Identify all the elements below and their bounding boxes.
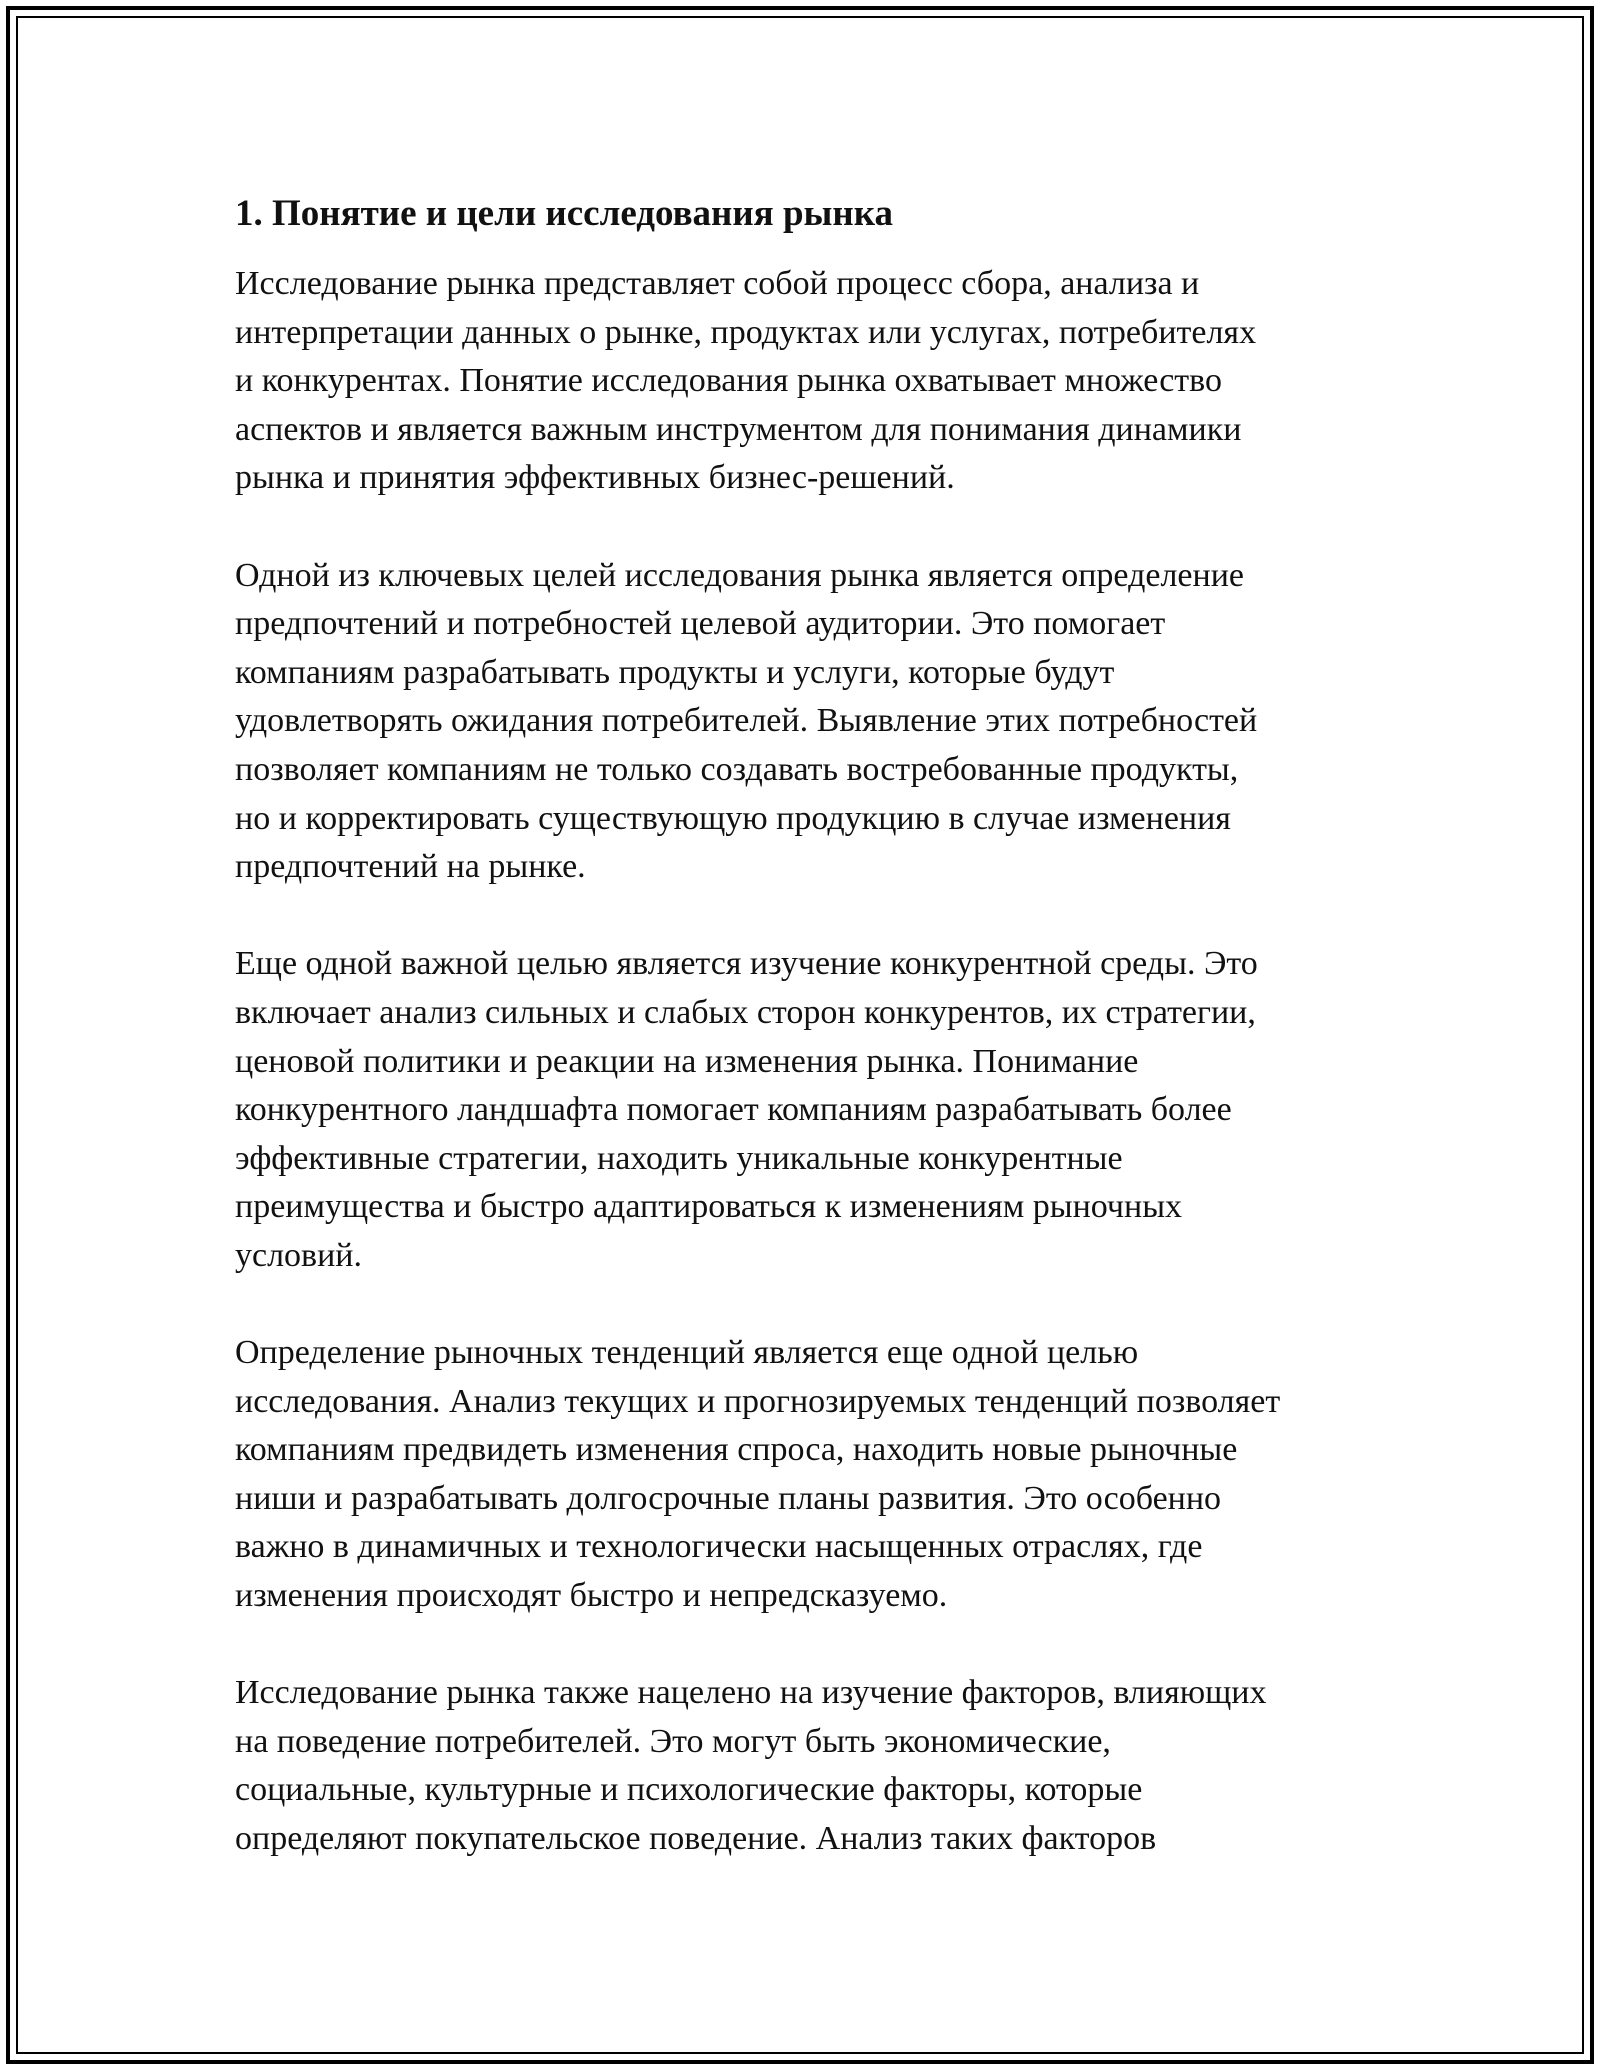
paragraph-line: на поведение потребителей. Это могут быть экономические,	[235, 1722, 1111, 1760]
paragraph-line: предпочтений на рынке.	[235, 848, 586, 886]
paragraph-line: Исследование рынка также нацелено на изучение факторов, влияющих	[235, 1674, 1267, 1712]
paragraph-line: включает анализ сильных и слабых сторон конкурентов, их стратегии,	[235, 993, 1256, 1031]
paragraph-line: ценовой политики и реакции на изменения рынка. Понимание	[235, 1042, 1139, 1080]
section-heading: 1. Понятие и цели исследования рынка	[235, 193, 893, 234]
paragraph-line: компаниям разрабатывать продукты и услуги, которые будут	[235, 653, 1115, 691]
paragraph-line: Еще одной важной целью является изучение конкурентной среды. Это	[235, 945, 1258, 983]
paragraph-line: преимущества и быстро адаптироваться к изменениям рыночных	[235, 1188, 1183, 1226]
paragraph-4	[235, 1329, 1375, 1621]
paragraph-line: конкурентного ландшафта помогает компаниям разрабатывать более	[235, 1091, 1232, 1129]
paragraph-5	[235, 1669, 1375, 1863]
paragraph-line: изменения происходят быстро и непредсказуемо.	[235, 1577, 948, 1615]
paragraph-line: удовлетворять ожидания потребителей. Выявление этих потребностей	[235, 702, 1258, 740]
paragraph-line: эффективные стратегии, находить уникальные конкурентные	[235, 1139, 1123, 1177]
paragraph-2	[235, 552, 1375, 892]
paragraph-line: социальные, культурные и психологические факторы, которые	[235, 1771, 1143, 1809]
paragraph-line: условий.	[235, 1236, 363, 1274]
paragraph-line: компаниям предвидеть изменения спроса, находить новые рыночные	[235, 1431, 1238, 1469]
paragraph-line: Одной из ключевых целей исследования рынка является определение	[235, 556, 1244, 594]
paragraph-line: определяют покупательское поведение. Анализ таких факторов	[235, 1820, 1157, 1857]
paragraph-line: Исследование рынка представляет собой процесс сбора, анализа и	[235, 265, 1200, 302]
paragraph-line: предпочтений и потребностей целевой аудитории. Это помогает	[235, 605, 1166, 643]
paragraph-line: ниши и разрабатывать долгосрочные планы развития. Это особенно	[235, 1479, 1222, 1517]
paragraph-line: аспектов и является важным инструментом для понимания динамики	[235, 410, 1242, 448]
paragraph-line: исследования. Анализ текущих и прогнозируемых тенденций позволяет	[235, 1382, 1281, 1420]
paragraph-line: и конкурентах. Понятие исследования рынка охватывает множество	[235, 362, 1222, 400]
paragraph-1	[235, 260, 1375, 503]
paragraph-line: интерпретации данных о рынке, продуктах или услугах, потребителях	[235, 313, 1257, 351]
paragraph-line: но и корректировать существующую продукцию в случае изменения	[235, 799, 1231, 837]
paragraph-3	[235, 940, 1375, 1280]
paragraph-line: Определение рыночных тенденций является еще одной целью	[235, 1334, 1139, 1372]
paragraph-line: важно в динамичных и технологически насыщенных отраслях, где	[235, 1528, 1203, 1566]
document-body	[235, 188, 1375, 1912]
paragraph-line: рынка и принятия эффективных бизнес-решений.	[235, 459, 955, 497]
paragraph-line: позволяет компаниям не только создавать востребованные продукты,	[235, 750, 1239, 788]
